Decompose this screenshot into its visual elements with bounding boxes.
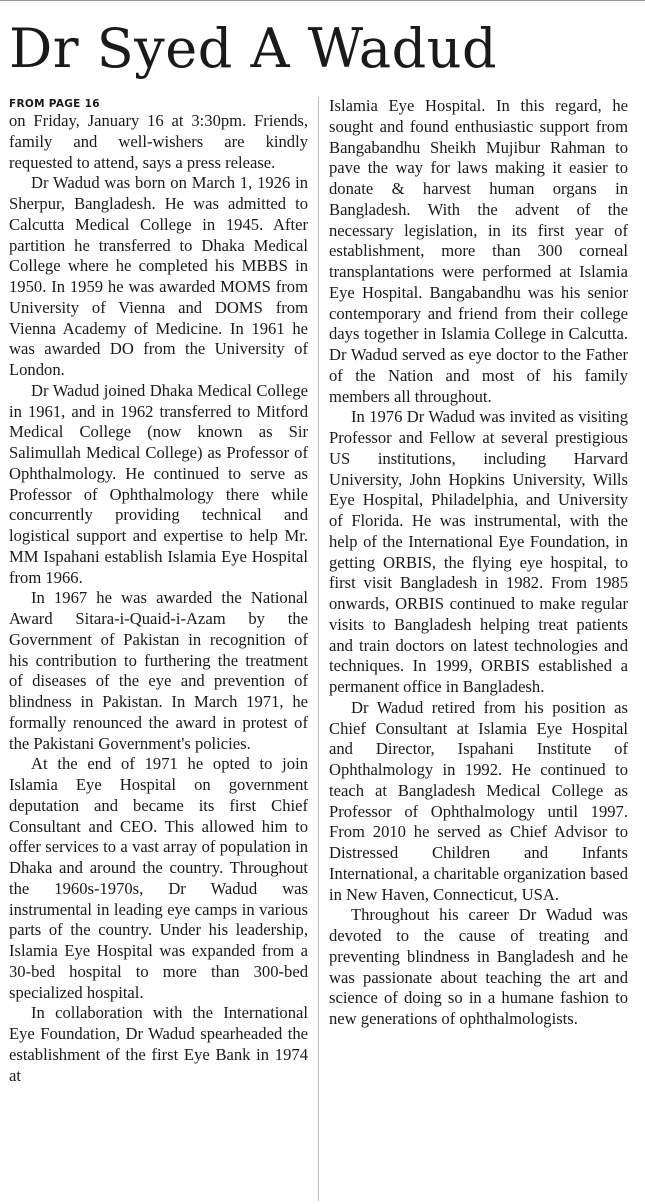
paragraph: In 1967 he was awarded the National Award Sitara-i-Quaid-i-Azam by the Government of Pakistan in recognition of his contribution to furthering the treatment of diseases of the eye and prevention of blindness in Pakistan. In March 1971, he formally renounced the award in protest of the Pakistani Government's policies. bbox=[9, 588, 308, 753]
paragraph: Dr Wadud retired from his position as Chief Consultant at Islamia Eye Hospital and Director, Ispahani Institute of Ophthalmology in 1992. He continued to teach at Bangladesh Medical College as Professor of Ophthalmology until 1997. From 2010 he served as Chief Advisor to Distressed Children and Infants International, a charitable organization based in New Haven, Connecticut, USA. bbox=[329, 697, 628, 904]
article-headline: Dr Syed A Wadud bbox=[9, 17, 498, 80]
paragraph: Dr Wadud joined Dhaka Medical College in 1961, and in 1962 transferred to Mitford Medical College (now known as Sir Salimullah Medical College) as Professor of Ophthalmology. He continued to serve as Professor of Ophthalmology there while concurrently providing technical and logistical support and expertise to help Mr. MM Ispahani establish Islamia Eye Hospital from 1966. bbox=[9, 380, 308, 587]
right-column bbox=[329, 96, 628, 1030]
column-divider bbox=[318, 97, 319, 1201]
paragraph: In 1976 Dr Wadud was invited as visiting Professor and Fellow at several prestigious US institutions, including Harvard University, John Hopkins University, Wills Eye Hospital, Philadelphia, and University of Florida. He was instrumental, with the help of the International Eye Foundation, in getting ORBIS, the flying eye hospital, to first visit Bangladesh in 1982. From 1985 onwards, ORBIS continued to make regular visits to Bangladesh helping treat patients and train doctors on latest technologies and techniques. In 1999, ORBIS established a permanent office in Bangladesh. bbox=[329, 407, 628, 696]
continuation-kicker: FROM PAGE 16 bbox=[9, 98, 100, 110]
paragraph: In collaboration with the International Eye Foundation, Dr Wadud spearheaded the establishment of the first Eye Bank in 1974 at bbox=[9, 1003, 308, 1085]
paragraph: Throughout his career Dr Wadud was devoted to the cause of treating and preventing blindness in Bangladesh and he was passionate about teaching the art and science of doing so in a humane fashion to new generations of ophthalmologists. bbox=[329, 905, 628, 1028]
paragraph: Islamia Eye Hospital. In this regard, he sought and found enthusiastic support from Bangabandhu Sheikh Mujibur Rahman to pave the way for laws making it easier to donate & harvest human organs in Bangladesh. With the advent of the necessary legislation, in its first year of establishment, more than 300 corneal transplantations were performed at Islamia Eye Hospital. Bangabandhu was his senior contemporary and friend from their college days together in Islamia College in Calcutta. Dr Wadud served as eye doctor to the Father of the Nation and most of his family members all throughout. bbox=[329, 96, 628, 406]
paragraph: At the end of 1971 he opted to join Islamia Eye Hospital on government deputation and became its first Chief Consultant and CEO. This allowed him to offer services to a vast array of population in Dhaka and around the country. Throughout the 1960s-1970s, Dr Wadud was instrumental in leading eye camps in various parts of the country. Under his leadership, Islamia Eye Hospital was expanded from a 30-bed hospital to more than 300-bed specialized hospital. bbox=[9, 754, 308, 1002]
paragraph: Dr Wadud was born on March 1, 1926 in Sherpur, Bangladesh. He was admitted to Calcutta Medical College in 1945. After partition he transferred to Dhaka Medical College where he completed his MBBS in 1950. In 1959 he was awarded MOMS from University of Vienna and DOMS from Vienna Academy of Medicine. In 1961 he was awarded DO from the University of London. bbox=[9, 173, 308, 379]
paragraph: on Friday, January 16 at 3:30pm. Friends, family and well-wishers are kindly requested to attend, says a press release. bbox=[9, 111, 308, 172]
left-column bbox=[9, 97, 308, 1086]
